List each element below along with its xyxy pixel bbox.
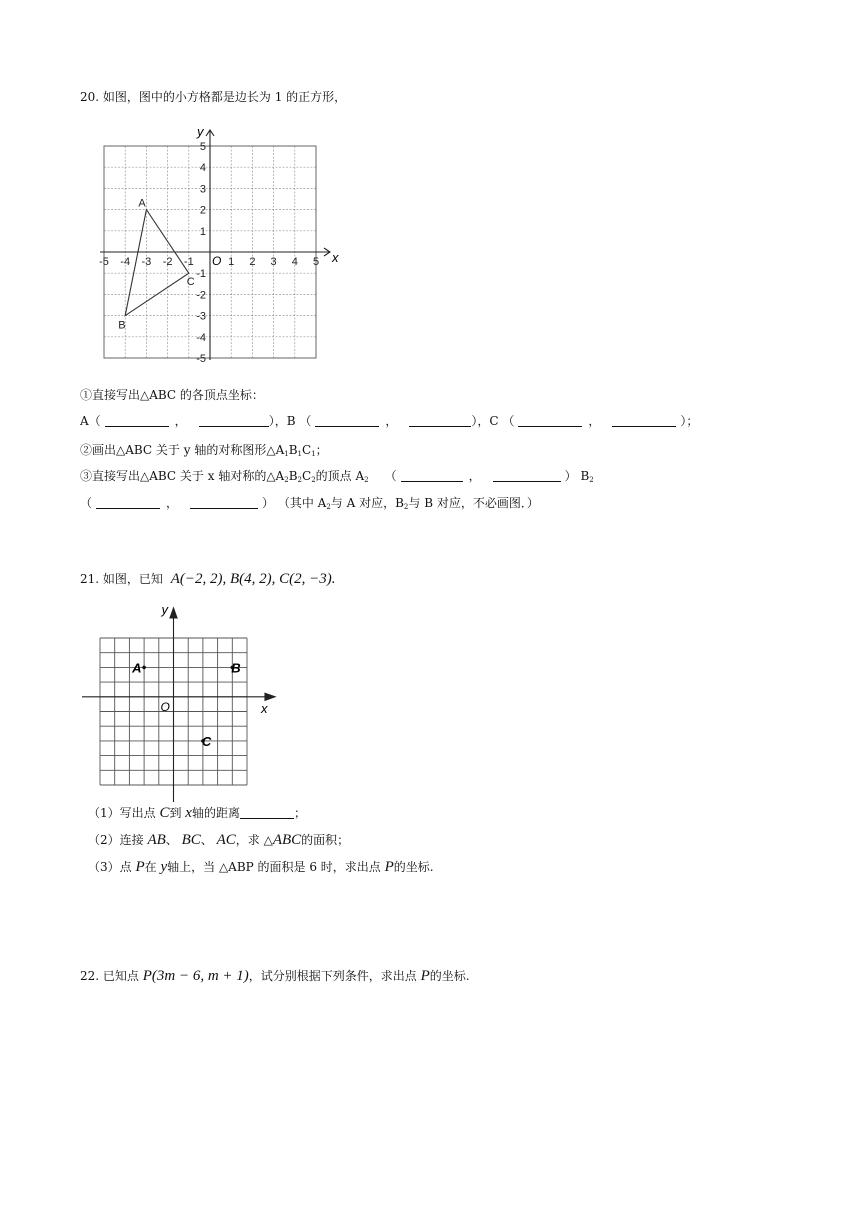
blank — [493, 469, 561, 482]
x-tick-label: -5 — [99, 256, 109, 268]
q21-intro: 21. 如图，已知 A(−2, 2), B(4, 2), C(2, −3). — [80, 571, 336, 587]
y-axis-arrow — [170, 608, 177, 618]
x-tick-label: 4 — [291, 256, 298, 268]
x-tick-label: -1 — [183, 256, 194, 268]
q22-intro: 22. 已知点 P(3m − 6, m + 1)，试分别根据下列条件，求出点 P的坐标. — [80, 968, 470, 984]
blank — [105, 414, 169, 427]
q20-part3: ③直接写出△ABC 关于 x 轴对称的$\triangle A_2B_2C_2$的顶点 $A_2$ （ ， ） $B_2$ — [80, 469, 594, 484]
y-tick-label: -5 — [196, 353, 206, 365]
q21-grid-figure — [80, 602, 300, 802]
q20-origin-label: O — [212, 254, 222, 268]
q21-point-c-label: C — [201, 733, 212, 749]
q20-coordinate-line — [80, 412, 698, 429]
y-tick-label: 2 — [199, 204, 206, 217]
y-tick-label: -4 — [196, 331, 206, 344]
q21-y-axis-label: y — [161, 602, 168, 617]
x-tick-label: 1 — [228, 256, 235, 268]
point-c-label: C — [186, 276, 195, 289]
q20-tick-labels — [99, 141, 319, 365]
q20-part2: ②画出△ABC 关于 y 轴的对称图形$\triangle A_1B_1C_1$； — [80, 443, 328, 458]
blank — [518, 414, 582, 427]
blank — [612, 414, 676, 427]
x-tick-label: 3 — [270, 256, 277, 268]
triangle-abc — [125, 210, 189, 316]
x-tick-label: -3 — [141, 256, 152, 268]
a-prefix: A（ — [80, 414, 101, 428]
q20-x-axis-label: x — [332, 250, 339, 265]
blank — [240, 806, 294, 819]
q21-point-b-label: B — [231, 660, 241, 676]
q22-point-math: P(3m − 6, m + 1) — [142, 968, 249, 984]
x-tick-label: -2 — [162, 256, 173, 268]
q20-line4: （ ， ） （其中 $A_2$与 A 对应，$B_2$与 B 对应，不必画图．） — [80, 496, 539, 511]
q21-axes — [82, 608, 275, 802]
comma: ， — [174, 414, 187, 428]
x-tick-label: 5 — [312, 256, 320, 268]
q21-origin-label: O — [160, 699, 170, 714]
blank — [409, 414, 471, 427]
blank — [199, 414, 269, 427]
y-tick-label: 1 — [199, 225, 206, 238]
q21-x-axis-label: x — [261, 700, 268, 716]
c-prefix: ），C （ — [471, 414, 515, 428]
comma: ， — [588, 414, 601, 428]
q21-points-math: A(−2, 2), B(4, 2), C(2, −3). — [170, 571, 336, 587]
q21-sub3: （3）点 P在 y轴上，当 △ABP 的面积是 6 时，求出点 P的坐标. — [88, 859, 434, 875]
q21-point-a-label: A — [132, 660, 142, 676]
q20-coordinate-figure — [96, 124, 356, 369]
blank — [401, 469, 463, 482]
x-tick-label: -4 — [120, 256, 131, 268]
q20-part1: ①直接写出△ABC 的各顶点坐标： — [80, 388, 264, 402]
y-tick-label: -3 — [196, 310, 206, 323]
y-tick-label: -1 — [196, 268, 206, 281]
blank — [315, 414, 379, 427]
q20-intro: 20. 如图，图中的小方格都是边长为 1 的正方形， — [80, 90, 347, 104]
q21-sub2: （2）连接 AB、 BC、 AC，求 △ABC的面积； — [88, 832, 350, 848]
q20-y-axis-label: y — [197, 124, 204, 139]
y-tick-label: -2 — [196, 289, 206, 302]
x-tick-label: 2 — [249, 256, 256, 268]
x-axis-arrow — [265, 693, 275, 700]
q21-sub1: （1）写出点 C到 x轴的距离 ； — [88, 805, 306, 821]
point-a-label: A — [138, 197, 146, 210]
point-a — [142, 666, 146, 670]
y-tick-label: 4 — [199, 162, 206, 175]
comma: ， — [385, 414, 398, 428]
y-tick-label: 3 — [199, 183, 206, 196]
point-b-label: B — [118, 319, 126, 332]
blank — [96, 496, 160, 509]
q20-axes — [100, 130, 330, 360]
end: ）； — [680, 414, 699, 428]
y-tick-label: 5 — [199, 141, 206, 153]
blank — [190, 496, 258, 509]
b-prefix: ），B （ — [268, 414, 312, 428]
